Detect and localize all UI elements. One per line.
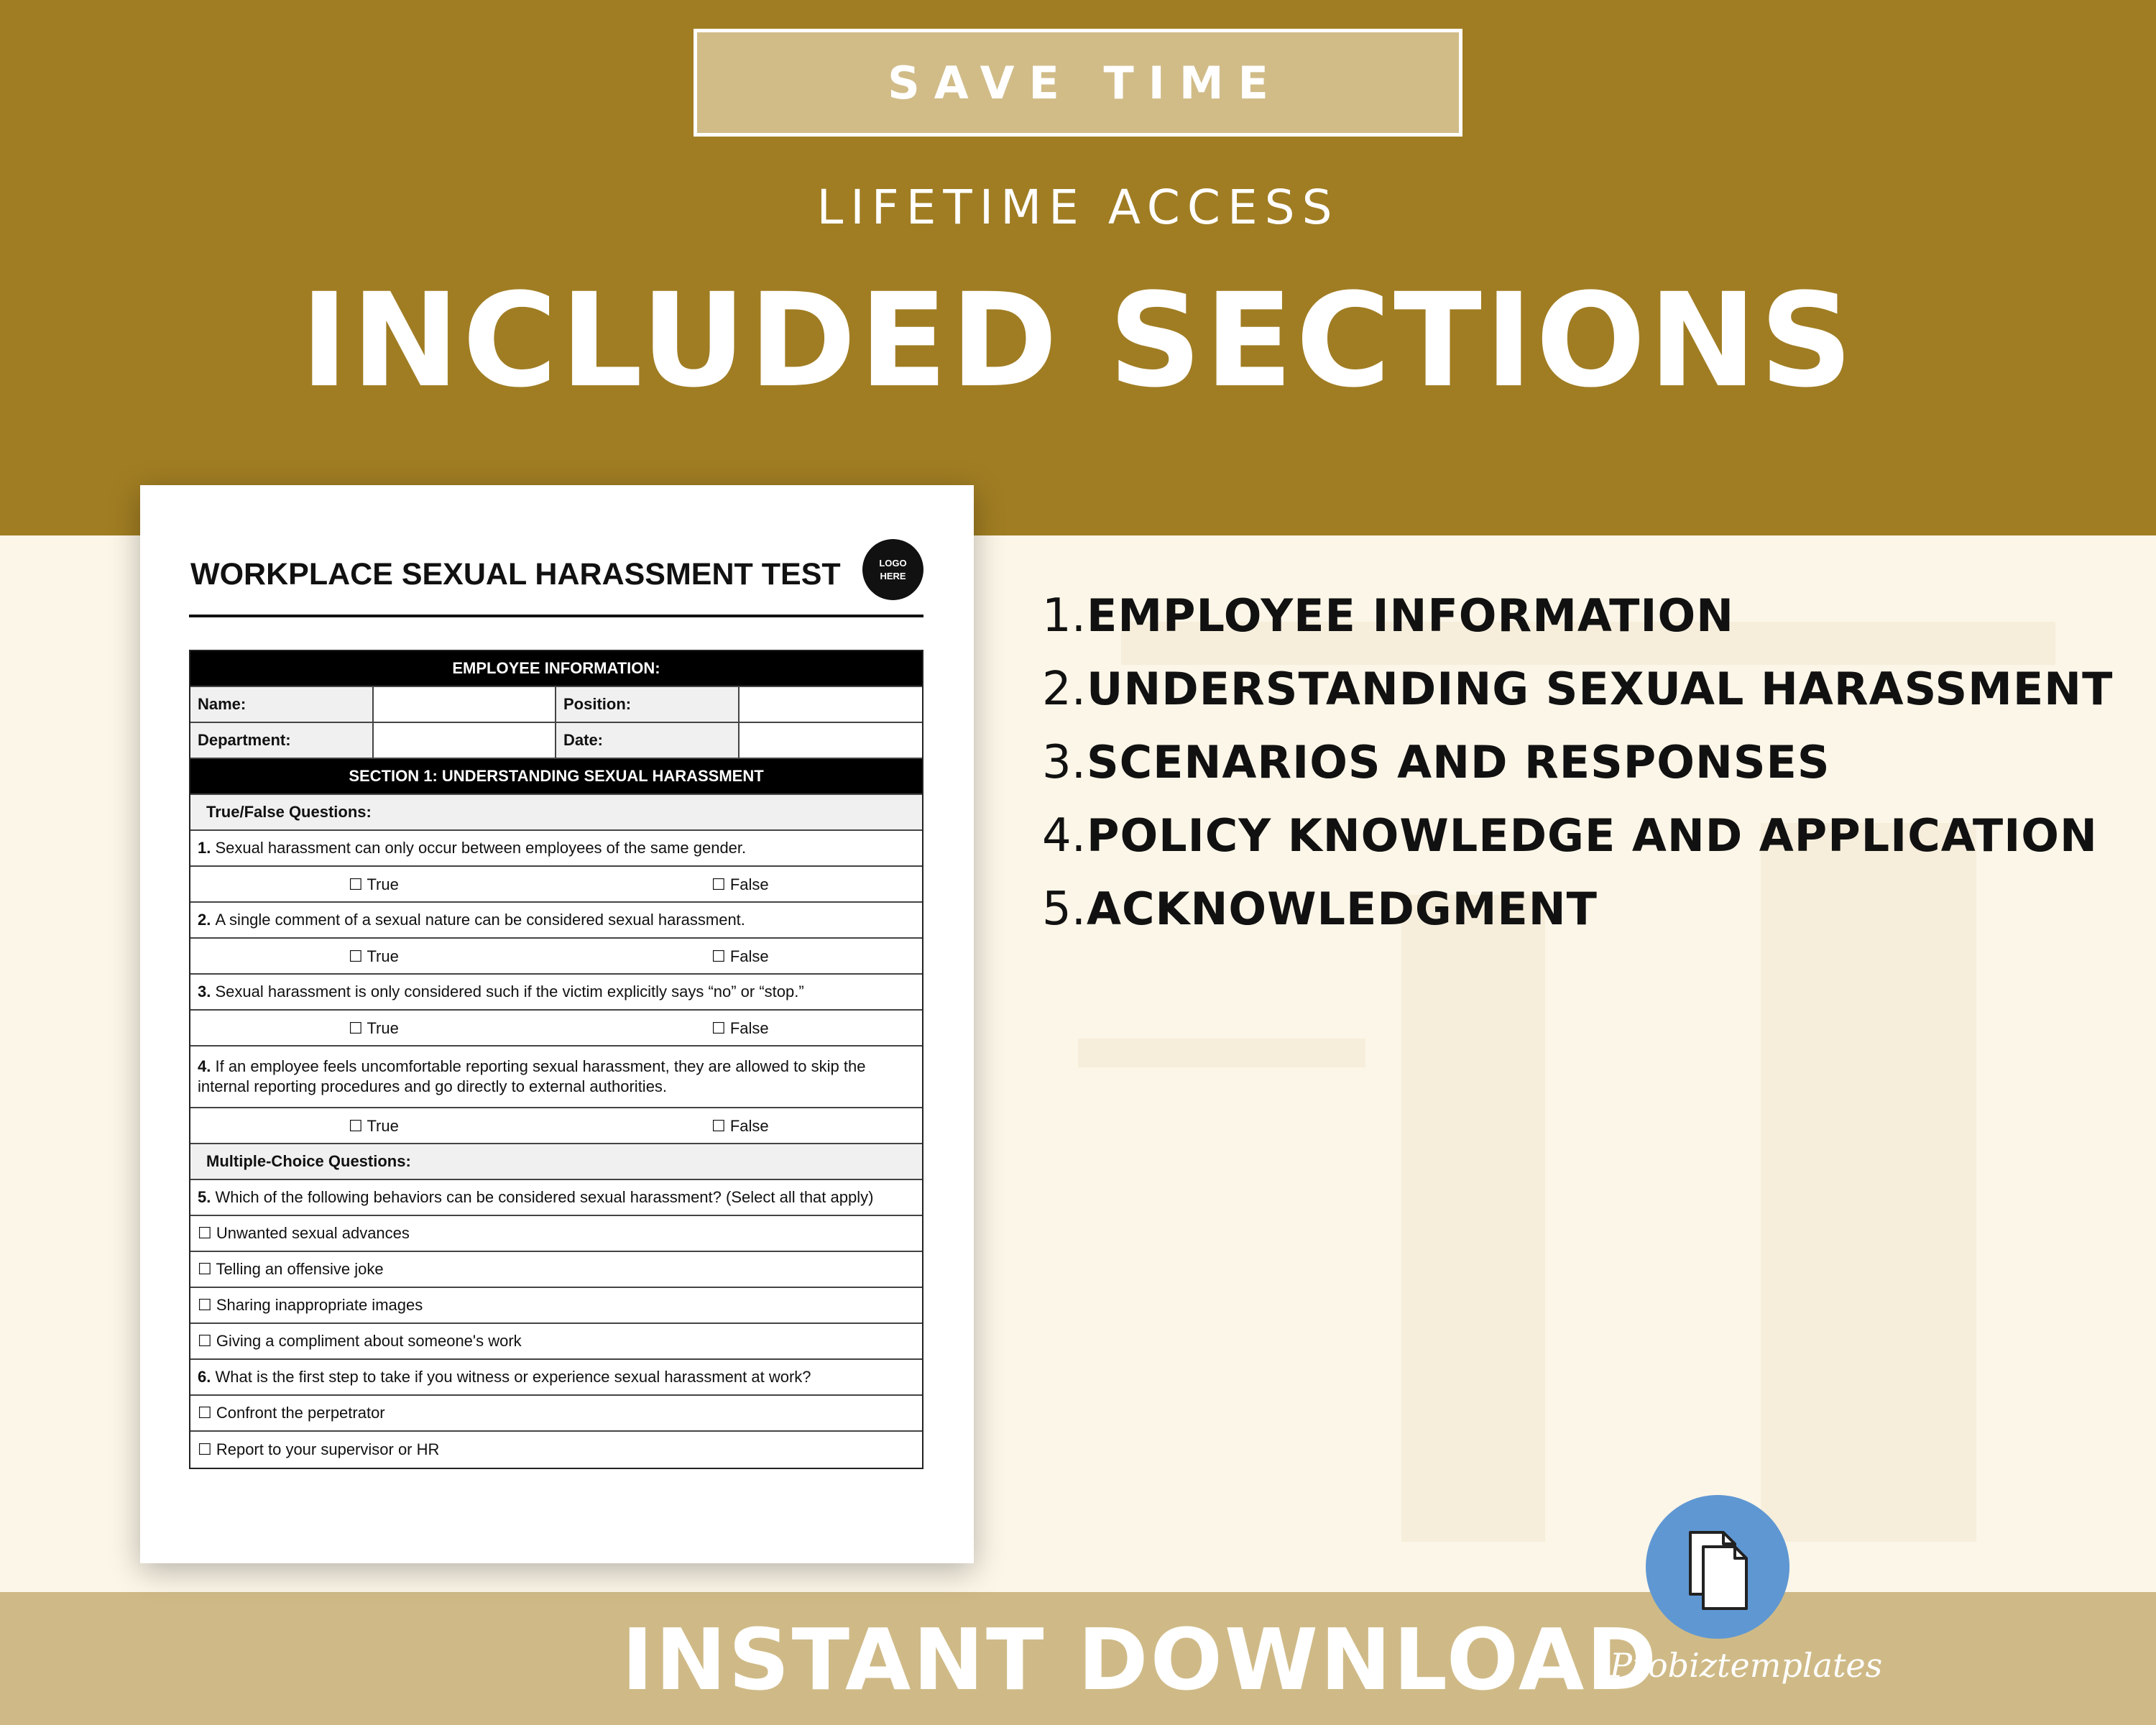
q2-options xyxy=(190,939,922,975)
section-label: UNDERSTANDING SEXUAL HARASSMENT xyxy=(1087,663,2114,715)
q4-false-option[interactable]: ☐ False xyxy=(711,1117,769,1135)
q1-false-option[interactable]: ☐ False xyxy=(711,875,769,893)
info-row xyxy=(190,723,922,759)
q1-options xyxy=(190,867,922,903)
section-label: SCENARIOS AND RESPONSES xyxy=(1087,736,1830,788)
position-label: Position: xyxy=(556,687,740,722)
section-number: 4. xyxy=(1042,809,1087,862)
q2-true-option[interactable]: ☐ True xyxy=(349,947,399,965)
documents-icon xyxy=(1646,1495,1789,1639)
section-label: POLICY KNOWLEDGE AND APPLICATION xyxy=(1087,809,2098,862)
q2-number: 2. xyxy=(198,911,211,929)
document-title: WORKPLACE SEXUAL HARASSMENT TEST xyxy=(190,557,841,592)
q4-true-option[interactable]: ☐ True xyxy=(349,1117,399,1135)
q5-option[interactable]: ☐ Sharing inappropriate images xyxy=(190,1288,922,1324)
brand-name: Probiztemplates xyxy=(1610,1646,1883,1685)
question-6 xyxy=(190,1360,922,1396)
q3-options xyxy=(190,1011,922,1046)
q6-option[interactable]: ☐ Report to your supervisor or HR xyxy=(198,1440,440,1458)
q6-option[interactable]: ☐ Confront the perpetrator xyxy=(190,1396,922,1432)
info-row xyxy=(190,687,922,723)
sections-list xyxy=(1042,589,2113,956)
position-field[interactable] xyxy=(740,687,923,722)
q5-option[interactable]: ☐ Giving a compliment about someone's work xyxy=(190,1324,922,1360)
section1-header-text: SECTION 1: UNDERSTANDING SEXUAL HARASSMENT xyxy=(349,767,764,785)
section-number: 3. xyxy=(1042,736,1087,789)
q4-options xyxy=(190,1108,922,1144)
employee-header xyxy=(190,651,922,687)
employee-header-text: EMPLOYEE INFORMATION: xyxy=(452,659,660,677)
question-4 xyxy=(190,1046,922,1108)
q5-option[interactable]: ☐ Telling an offensive joke xyxy=(190,1252,922,1288)
q4-text: If an employee feels uncomfortable reporting sexual harassment, they are allowed to skip the internal reporting procedures and go directly to external authorities. xyxy=(198,1057,866,1095)
q5-text: Which of the following behaviors can be considered sexual harassment? (Select all that apply) xyxy=(215,1188,874,1206)
q6-number: 6. xyxy=(198,1368,211,1386)
lifetime-access-text: LIFETIME ACCESS xyxy=(816,180,1340,235)
q6-text: What is the first step to take if you witness or experience sexual harassment at work? xyxy=(215,1368,811,1386)
q3-false-option[interactable]: ☐ False xyxy=(711,1019,769,1037)
tf-header-text: True/False Questions: xyxy=(206,803,372,821)
mc-header xyxy=(190,1144,922,1180)
name-field[interactable] xyxy=(374,687,557,722)
q3-text: Sexual harassment is only considered such if the victim explicitly says “no” or “stop.” xyxy=(215,983,804,1000)
question-2 xyxy=(190,903,922,939)
section-number: 1. xyxy=(1042,589,1087,643)
section-item xyxy=(1042,883,2113,956)
q5-option[interactable]: ☐ Unwanted sexual advances xyxy=(190,1216,922,1252)
section-label: EMPLOYEE INFORMATION xyxy=(1087,589,1735,642)
name-label: Name: xyxy=(190,687,374,722)
save-time-badge xyxy=(694,29,1462,137)
q4-number: 4. xyxy=(198,1057,211,1075)
tf-header xyxy=(190,795,922,831)
logo-line-2: HERE xyxy=(880,570,906,581)
q3-number: 3. xyxy=(198,983,211,1000)
q1-true-option[interactable]: ☐ True xyxy=(349,875,399,893)
section-item xyxy=(1042,589,2113,663)
question-3 xyxy=(190,975,922,1011)
q2-text: A single comment of a sexual nature can be considered sexual harassment. xyxy=(215,911,745,929)
page-title: INCLUDED SECTIONS xyxy=(300,266,1856,416)
q1-text: Sexual harassment can only occur between employees of the same gender. xyxy=(215,839,747,857)
instant-download-text: INSTANT DOWNLOAD xyxy=(622,1610,1659,1709)
background-shape xyxy=(1078,1039,1365,1067)
mc-header-text: Multiple-Choice Questions: xyxy=(206,1152,411,1170)
q2-false-option[interactable]: ☐ False xyxy=(711,947,769,965)
date-field[interactable] xyxy=(740,723,923,758)
department-label: Department: xyxy=(190,723,374,758)
document-preview xyxy=(140,485,974,1563)
section-number: 2. xyxy=(1042,663,1087,716)
department-field[interactable] xyxy=(374,723,557,758)
brand-logo xyxy=(1646,1495,1789,1639)
date-label: Date: xyxy=(556,723,740,758)
logo-line-1: LOGO xyxy=(879,557,907,569)
section1-header xyxy=(190,759,922,795)
section-item xyxy=(1042,809,2113,883)
background-shape xyxy=(1401,895,1545,1542)
section-item xyxy=(1042,663,2113,736)
q1-number: 1. xyxy=(198,839,211,857)
test-form xyxy=(189,650,923,1469)
section-item xyxy=(1042,736,2113,809)
section-label: ACKNOWLEDGMENT xyxy=(1087,883,1598,935)
q3-true-option[interactable]: ☐ True xyxy=(349,1019,399,1037)
logo-placeholder xyxy=(862,539,923,600)
section-number: 5. xyxy=(1042,883,1087,936)
save-time-text: SAVE TIME xyxy=(888,56,1283,109)
question-1 xyxy=(190,831,922,867)
q5-number: 5. xyxy=(198,1188,211,1206)
question-5 xyxy=(190,1180,922,1216)
title-divider xyxy=(189,615,923,617)
